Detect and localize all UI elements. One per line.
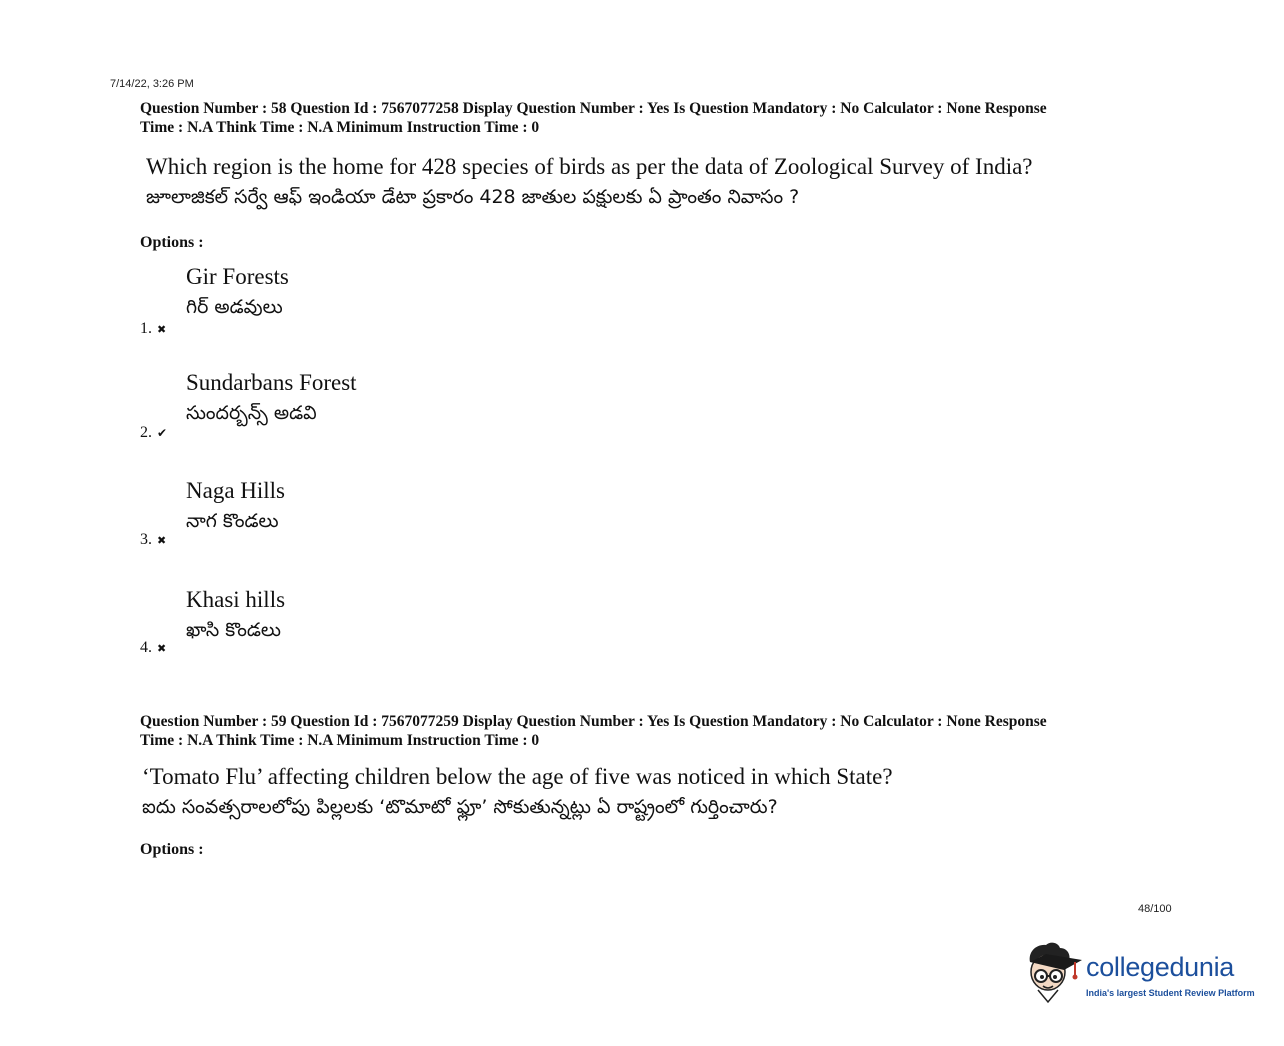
option-3-number-row [140,531,166,549]
question-58-meta-line1: Question Number : 58 Question Id : 7567077258 Display Question Number : Yes Is Question Mandatory : No Calculator : None Response [140,100,1047,117]
option-2-english: Sundarbans Forest [186,370,357,395]
option-3-number: 3. [140,531,152,548]
question-58-meta [140,99,1170,137]
option-1 [186,262,289,322]
question-59-text [142,761,1202,823]
option-3 [186,476,285,536]
logo-tagline: India's largest Student Review Platform [1086,988,1255,998]
question-59-text-english: ‘Tomato Flu’ affecting children below the age of five was noticed in which State? [142,764,893,789]
option-4 [186,585,285,645]
question-58-text [146,151,1206,213]
question-58-text-english: Which region is the home for 428 species of birds as per the data of Zoological Survey of India? [146,154,1033,179]
option-2-number: 2. [140,424,152,441]
option-2-telugu: సుందర్బన్స్ అడవి [186,402,317,424]
option-3-english: Naga Hills [186,478,286,503]
page-number: 48/100 [1138,903,1172,915]
question-58-options-label: Options : [140,234,204,251]
option-1-english: Gir Forests [186,264,289,289]
check-icon: ✔ [157,426,168,440]
option-3-telugu: నాగ కొండలు [186,510,279,532]
option-4-english: Khasi hills [186,587,286,612]
option-1-telugu: గిర్ అడవులు [186,296,283,318]
option-2 [186,368,357,428]
option-4-telugu: ఖాసి కొండలు [186,619,281,641]
cross-icon: ✖ [157,642,167,655]
cross-icon: ✖ [157,534,167,547]
print-timestamp: 7/14/22, 3:26 PM [110,78,194,90]
question-59-options-label: Options : [140,841,204,858]
option-4-number: 4. [140,639,152,656]
option-1-number: 1. [140,320,152,337]
question-59-meta-line2: Time : N.A Think Time : N.A Minimum Instruction Time : 0 [140,732,540,749]
question-59-meta [140,712,1170,750]
option-4-number-row [140,639,166,657]
logo-wordmark: collegedunia [1086,952,1235,982]
question-59-text-telugu: ఐదు సంవత్సరాలలోపు పిల్లలకు ‘టొమాటో ఫ్లూ’ సోకుతున్నట్లు ఏ రాష్ట్రంలో గుర్తించారు? [142,796,778,818]
option-1-number-row [140,320,166,338]
collegedunia-logo [1024,940,1255,1010]
option-2-number-row [140,424,167,442]
mascot-icon [1024,940,1086,1010]
question-58-meta-line2: Time : N.A Think Time : N.A Minimum Instruction Time : 0 [140,119,540,136]
cross-icon: ✖ [157,323,167,336]
question-58-text-telugu: జూలాజికల్ సర్వే ఆఫ్ ఇండియా డేటా ప్రకారం 428 జాతుల పక్షులకు ఏ ప్రాంతం నివాసం ? [146,186,800,208]
question-59-meta-line1: Question Number : 59 Question Id : 7567077259 Display Question Number : Yes Is Question Mandatory : No Calculator : None Response [140,713,1047,730]
